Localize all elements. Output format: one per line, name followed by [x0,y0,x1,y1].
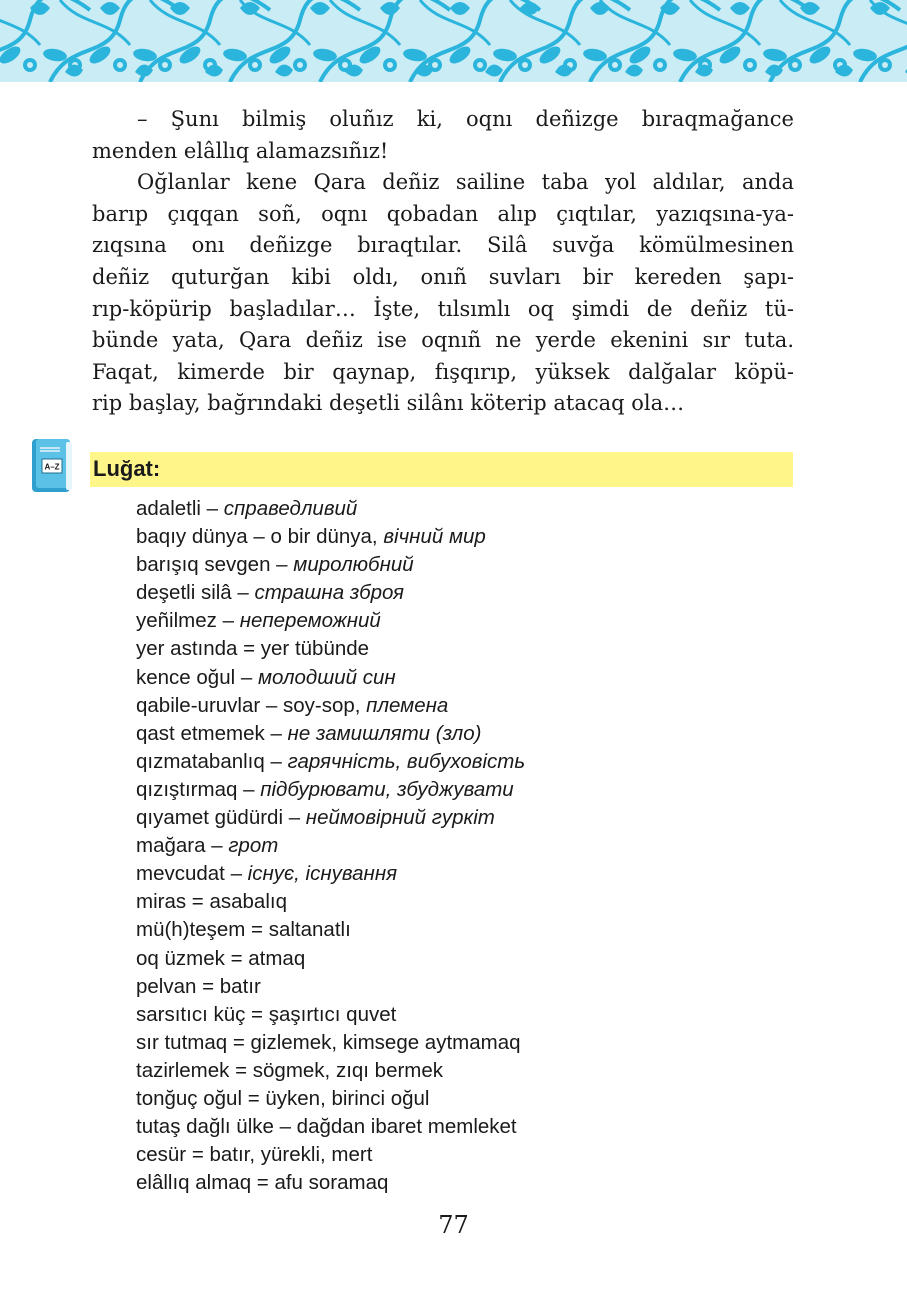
vocabulary-translation: гарячність, вибуховість [287,749,526,773]
page-number: 77 [438,1211,469,1239]
ornament-shape [342,62,348,68]
vocabulary-term: baqıy dünya – o bir dünya, [136,525,384,549]
ornament-shape [762,47,788,63]
text-line: zıqsına onı deñizge bıraqtılar. Silâ suvğa kömülmesinen [92,233,794,258]
vocabulary-entry [136,1113,525,1141]
vocabulary-translation: підбурювати, збуджувати [260,777,514,801]
ornament-shape [522,62,528,68]
vocabulary-entry [136,804,525,832]
vocabulary-entry [136,551,525,579]
vocabulary-translation: племена [366,693,449,717]
vocabulary-term: pelvan = batır [136,974,261,998]
vocabulary-entry [136,579,525,607]
vocabulary-term: elâllıq almaq = afu soramaq [136,1171,389,1195]
ornament-shape [852,47,878,63]
vocabulary-entry [136,635,525,663]
ornament-shape [275,64,293,76]
vocabulary-term: miras = asabalıq [136,890,287,914]
svg-text:A–Z: A–Z [44,462,60,472]
text-line: bünde yata, Qara deñiz ise oqnıñ ne yerde ekenini sır tuta. [92,328,794,353]
vocabulary-term: cesür = batır, yürekli, mert [136,1143,373,1167]
ornament-shape [310,2,330,15]
floral-ornament-icon [0,0,907,82]
vocabulary-term: sır tutmaq = gizlemek, kimsege aytmamaq [136,1030,521,1054]
vocabulary-term: mevcudat – [136,862,248,886]
ornament-shape [117,62,123,68]
ornament-shape [450,2,470,15]
vocabulary-entry [136,495,525,523]
vocabulary-entry [136,1001,525,1029]
vocabulary-term: mü(h)teşem = saltanatlı [136,918,351,942]
vocabulary-entry [136,607,525,635]
vocabulary-entry [136,692,525,720]
text-line: barıp çıqqan soñ, oqnı qobadan alıp çıqtılar, yazıqsına-ya- [92,201,794,226]
vocabulary-term: mağara – [136,834,229,858]
text-line: rıp-köpürip başladılar… İşte, tılsımlı oq şimdi de deñiz tü- [92,296,794,321]
ornament-shape [882,62,888,68]
vocabulary-entry [136,720,525,748]
vocabulary-term: qıyamet güdürdi – [136,806,306,830]
ornament-shape [492,47,518,63]
story-text [92,104,794,420]
vocabulary-translation: грот [228,834,279,858]
vocabulary-term: adaletli – [136,497,224,520]
vocabulary-term: qızmatabanlıq – [136,749,288,773]
vocabulary-entry [136,1085,525,1113]
text-line: menden elâllıq alamazsıñız! [92,138,389,163]
vocabulary-term: tazirlemek = sögmek, zıqı bermek [136,1058,444,1082]
ornament-shape [672,47,698,63]
ornament-shape [747,62,753,68]
ornament-shape [792,62,798,68]
ornament-shape [42,47,68,63]
vocabulary-term: sarsıtıcı küç = şaşırtıcı quvet [136,1002,397,1026]
ornament-shape [132,47,158,63]
vocabulary-translation: молодший син [257,665,396,689]
vocabulary-translation: страшна зброя [254,581,404,605]
text-line: rip başlay, bağrındaki deşetli silânı köterip atacaq ola… [92,391,685,416]
ornament-shape [432,62,438,68]
vocabulary-entry [136,860,525,888]
vocabulary-translation: миролюбний [293,553,414,577]
vocabulary-entry [136,776,525,804]
vocabulary-entry [136,748,525,776]
vocabulary-entry [136,945,525,973]
dictionary-book-icon [30,436,76,494]
vocabulary-translation: непереможний [239,609,381,633]
vocabulary-entry [136,916,525,944]
vocabulary-entry [136,973,525,1001]
vocabulary-entry [136,664,525,692]
ornament-shape [222,47,248,63]
ornament-shape [485,64,503,76]
vocabulary-term: deşetli silâ – [136,581,255,605]
vocabulary-term: qızıştırmaq – [136,777,261,801]
ornament-shape [27,62,33,68]
ornament-shape [612,62,618,68]
vocabulary-term: qast etmemek – [136,721,288,745]
vocabulary-term: oq üzmek = atmaq [136,946,306,970]
vocabulary-entry [136,1141,525,1169]
vocabulary-title: Luğat: [93,456,161,481]
vocabulary-header [90,452,793,487]
vocabulary-translation: справедливий [223,497,358,520]
vocabulary-term: yeñilmez – [136,609,240,633]
vocabulary-translation: неймовірний гуркіт [305,806,495,830]
floral-ornament-border [0,0,907,82]
text-line: Faqat, kimerde bir qaynap, fışqırıp, yüksek dalğalar köpü- [92,359,794,384]
vocabulary-term: kence oğul – [136,665,258,689]
vocabulary-list [136,495,525,1197]
vocabulary-translation: не замишляти (зло) [287,721,482,745]
ornament-shape [477,62,483,68]
ornament-shape [590,2,610,15]
vocabulary-entry [136,1029,525,1057]
ornament-shape [252,62,258,68]
text-line: Oğlanlar kene Qara deñiz sailine taba yol aldılar, anda [137,170,794,195]
text-line: – Şunı bilmiş oluñız ki, oqnı deñizge bıraqmağance [137,107,794,131]
ornament-shape [312,47,338,63]
ornament-shape [100,2,120,15]
ornament-shape [297,62,303,68]
vocabulary-term: barışıq sevgen – [136,553,294,577]
vocabulary-translation: вічний мир [383,525,486,549]
ornament-shape [730,2,750,15]
ornament-shape [625,64,643,76]
vocabulary-entry [136,888,525,916]
vocabulary-term: tonğuç oğul = üyken, birinci oğul [136,1086,430,1110]
vocabulary-term: tutaş dağlı ülke – dağdan ibaret memleket [136,1115,517,1139]
vocabulary-term: qabile-uruvlar – soy-sop, [136,693,367,717]
vocabulary-entry [136,1169,525,1197]
vocabulary-entry [136,523,525,551]
ornament-shape [582,47,608,63]
vocabulary-entry [136,1057,525,1085]
ornament-shape [402,47,428,63]
ornament-shape [657,62,663,68]
text-line: deñiz quturğan kibi oldı, onıñ suvları bir kereden şapı- [92,264,794,289]
ornament-shape [387,62,393,68]
vocabulary-term: yer astında = yer tübünde [136,637,370,661]
ornament-shape [162,62,168,68]
vocabulary-translation: існує, існування [247,862,398,886]
vocabulary-entry [136,832,525,860]
